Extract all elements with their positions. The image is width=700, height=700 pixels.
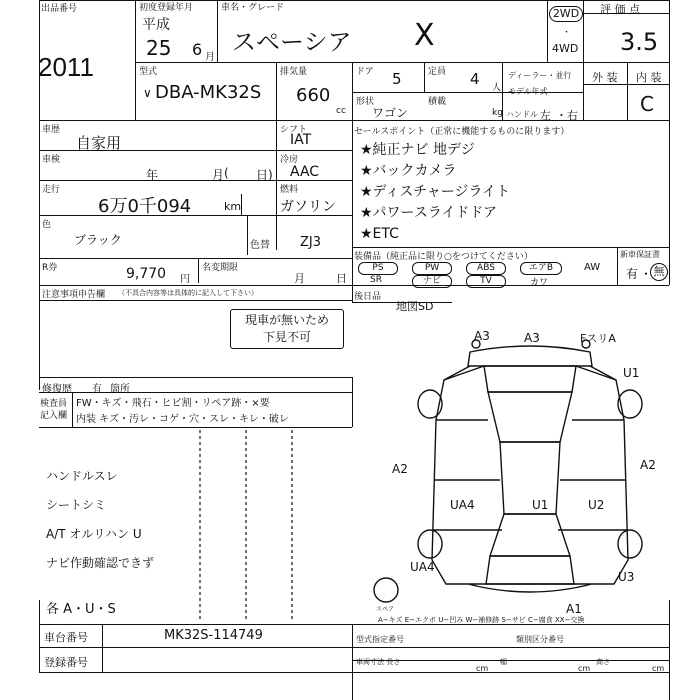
warranty-label: 新車保証書 xyxy=(620,250,660,259)
selling-point: ★パワースライドドア xyxy=(360,205,498,221)
exterior-label: 外 装 xyxy=(592,71,618,84)
shift-value: IAT xyxy=(290,132,312,148)
dealer-label: ディーラー・並行 xyxy=(508,71,572,80)
registration-number-label: 登録番号 xyxy=(44,656,88,669)
equip-tv: TV xyxy=(466,275,506,288)
mileage-label: 走行 xyxy=(42,185,61,195)
equip-abs: ABS xyxy=(466,262,506,275)
month-unit: 月 xyxy=(205,52,215,63)
equip-sr: SR xyxy=(370,275,382,285)
capacity-label: 定員 xyxy=(428,67,447,77)
remark: シートシミ xyxy=(46,498,107,512)
height-label: 高さ xyxy=(596,658,610,666)
ac-value: AAC xyxy=(290,164,320,180)
notes-label: 注意事項申告欄 xyxy=(42,290,106,300)
inspection-year: 年 xyxy=(146,168,159,182)
type-designation-label: 型式指定番号 xyxy=(356,635,404,644)
drive-4wd: 4WD xyxy=(552,42,579,55)
model-type-label: 型式 xyxy=(139,67,158,77)
displacement-label: 排気量 xyxy=(280,67,308,77)
fuel-label: 燃料 xyxy=(280,185,299,195)
km-unit: km xyxy=(224,200,242,213)
load-unit: kg xyxy=(492,108,503,118)
selling-point: ★バックカメラ xyxy=(360,163,457,179)
registration-month: 6 xyxy=(192,40,203,59)
cm-unit: cm xyxy=(578,664,591,673)
damage-legend: A−キズ E−エクボ U−凹み W−補修跡 S−サビ C−腐食 XX−交換 xyxy=(378,616,585,624)
selling-point: ★純正ナビ 地デジ xyxy=(360,142,475,158)
capacity: 4 xyxy=(470,70,480,88)
recycle-label: R券 xyxy=(42,263,58,273)
remark: ハンドルスレ xyxy=(46,469,118,483)
displacement: 660 xyxy=(296,85,331,106)
interior-label: 内 装 xyxy=(636,71,662,84)
damage-mark: U3 xyxy=(618,570,635,584)
length-label: 車両寸法 長さ xyxy=(356,658,401,666)
equip-aw: AW xyxy=(584,262,601,273)
category-label: 類別区分番号 xyxy=(516,635,564,644)
era: 平成 xyxy=(142,17,170,33)
doors-label: ドア xyxy=(356,67,374,77)
inspection-month: 月 xyxy=(212,168,225,182)
plate-expiry-label: 名変期限 xyxy=(202,263,239,273)
options-value: 地図SD xyxy=(396,300,434,313)
registration-year: 25 xyxy=(146,36,172,60)
grade: X xyxy=(414,18,435,53)
check-mark: ∨ xyxy=(143,86,152,100)
remark: A/T オルリハン U xyxy=(46,527,142,541)
drive-2wd: 2WD xyxy=(549,6,583,22)
damage-mark: A1 xyxy=(566,602,582,616)
equipment-label: 装備品（純正品に限り○をつけてください） xyxy=(354,252,533,262)
selling-points-label: セールスポイント（正常に機能するものに限ります） xyxy=(354,127,570,137)
inspection-day: 日) xyxy=(256,168,273,182)
warranty-yes: 有 xyxy=(626,267,639,281)
yen-unit: 円 xyxy=(180,274,190,285)
inspector-label-1: 検査員 xyxy=(40,399,68,409)
equip-airbag: エアB xyxy=(520,262,562,275)
color-no-label: 色替 xyxy=(250,240,270,251)
damage-mark: UA4 xyxy=(410,560,435,574)
damage-mark: U1 xyxy=(532,498,549,512)
handle-dot: ・ xyxy=(556,109,567,122)
history-label: 車歴 xyxy=(42,125,61,135)
drive-dot: ・ xyxy=(562,28,572,38)
cc-unit: cc xyxy=(336,106,346,116)
load-label: 積載 xyxy=(428,97,447,107)
handle-left: 左 xyxy=(540,109,551,122)
score: 3.5 xyxy=(620,28,659,56)
plate-day: 日 xyxy=(336,272,347,285)
damage-mark: A2 xyxy=(640,458,656,472)
damage-mark: A3 xyxy=(524,331,540,345)
chassis-number: MK32S-114749 xyxy=(164,628,263,643)
interior-grade: C xyxy=(640,92,654,116)
color-label: 色 xyxy=(42,220,52,230)
damage-mark: A2 xyxy=(392,462,408,476)
model-year-label: モデル年式 xyxy=(508,87,548,96)
doors: 5 xyxy=(392,70,402,88)
bottom-note: 各 A・U・S xyxy=(46,602,116,617)
equip-ps: PS xyxy=(358,262,398,275)
spare-label: スペア xyxy=(376,606,395,613)
selling-point: ★ディスチャージライト xyxy=(360,184,511,200)
model-grade-label: 車名・グレード xyxy=(221,3,285,13)
warranty-no: 無 xyxy=(650,263,668,281)
inspection-open: ( xyxy=(224,166,229,180)
handle-label: ハンドル xyxy=(506,110,538,119)
repair-value: 有 xyxy=(92,384,102,395)
stamp-line-1: 現車が無いため xyxy=(244,313,329,327)
damage-mark: U2 xyxy=(588,498,605,512)
damage-mark: UA4 xyxy=(450,498,475,512)
inspector-label-2: 記入欄 xyxy=(40,411,68,421)
inspection-label: 車検 xyxy=(42,155,61,165)
damage-mark: A3 xyxy=(474,329,490,343)
history-value: 自家用 xyxy=(76,134,122,152)
plate-month: 月 xyxy=(294,272,305,285)
body: ワゴン xyxy=(372,106,409,120)
inspector-line-2: 内装 キズ・汚レ・コゲ・穴・スレ・キレ・破レ xyxy=(76,414,289,425)
handle-right: 右 xyxy=(567,109,578,122)
equip-navi: ナビ xyxy=(412,275,452,288)
repair-label: 修復歴 xyxy=(42,384,72,395)
fuel-value: ガソリン xyxy=(280,199,336,215)
chassis-label: 車台番号 xyxy=(44,631,88,644)
width-label: 幅 xyxy=(500,658,507,666)
mileage: 6万0千094 xyxy=(98,196,192,217)
cm-unit: cm xyxy=(476,664,489,673)
color-value: ブラック xyxy=(74,233,122,247)
warranty-dot: ・ xyxy=(640,267,653,281)
damage-mark: FスリA xyxy=(580,332,616,345)
damage-mark: U1 xyxy=(623,366,640,380)
repair-unit: 箇所 xyxy=(110,384,130,395)
equip-leather: カワ xyxy=(530,278,549,288)
color-code: ZJ3 xyxy=(300,235,322,250)
stamp-line-2: 下見不可 xyxy=(262,330,311,344)
recycle-value: 9,770 xyxy=(126,266,167,282)
year-overlay: 2011 xyxy=(38,52,94,82)
cm-unit: cm xyxy=(652,664,665,673)
car-name: スペーシア xyxy=(232,28,352,56)
lot-number-label: 出品番号 xyxy=(41,4,78,14)
score-label: 評 価 点 xyxy=(600,3,640,16)
ac-label: 冷房 xyxy=(280,155,299,165)
options-label: 後日品 xyxy=(354,292,382,302)
inspector-line-1: FW・キズ・飛石・ヒビ割・リペア跡・×要 xyxy=(76,398,270,409)
first-registration-label: 初度登録年月 xyxy=(139,3,194,13)
body-label: 形状 xyxy=(356,97,375,107)
shift-label: シフト xyxy=(280,125,308,135)
remark: ナビ作動確認できず xyxy=(46,556,155,570)
selling-point: ★ETC xyxy=(360,226,399,242)
capacity-unit: 人 xyxy=(492,83,502,93)
model-type: DBA-MK32S xyxy=(155,82,262,103)
equip-pw: PW xyxy=(412,262,452,275)
notes-sub: （不具合内容等は具体的に記入して下さい） xyxy=(118,289,258,297)
